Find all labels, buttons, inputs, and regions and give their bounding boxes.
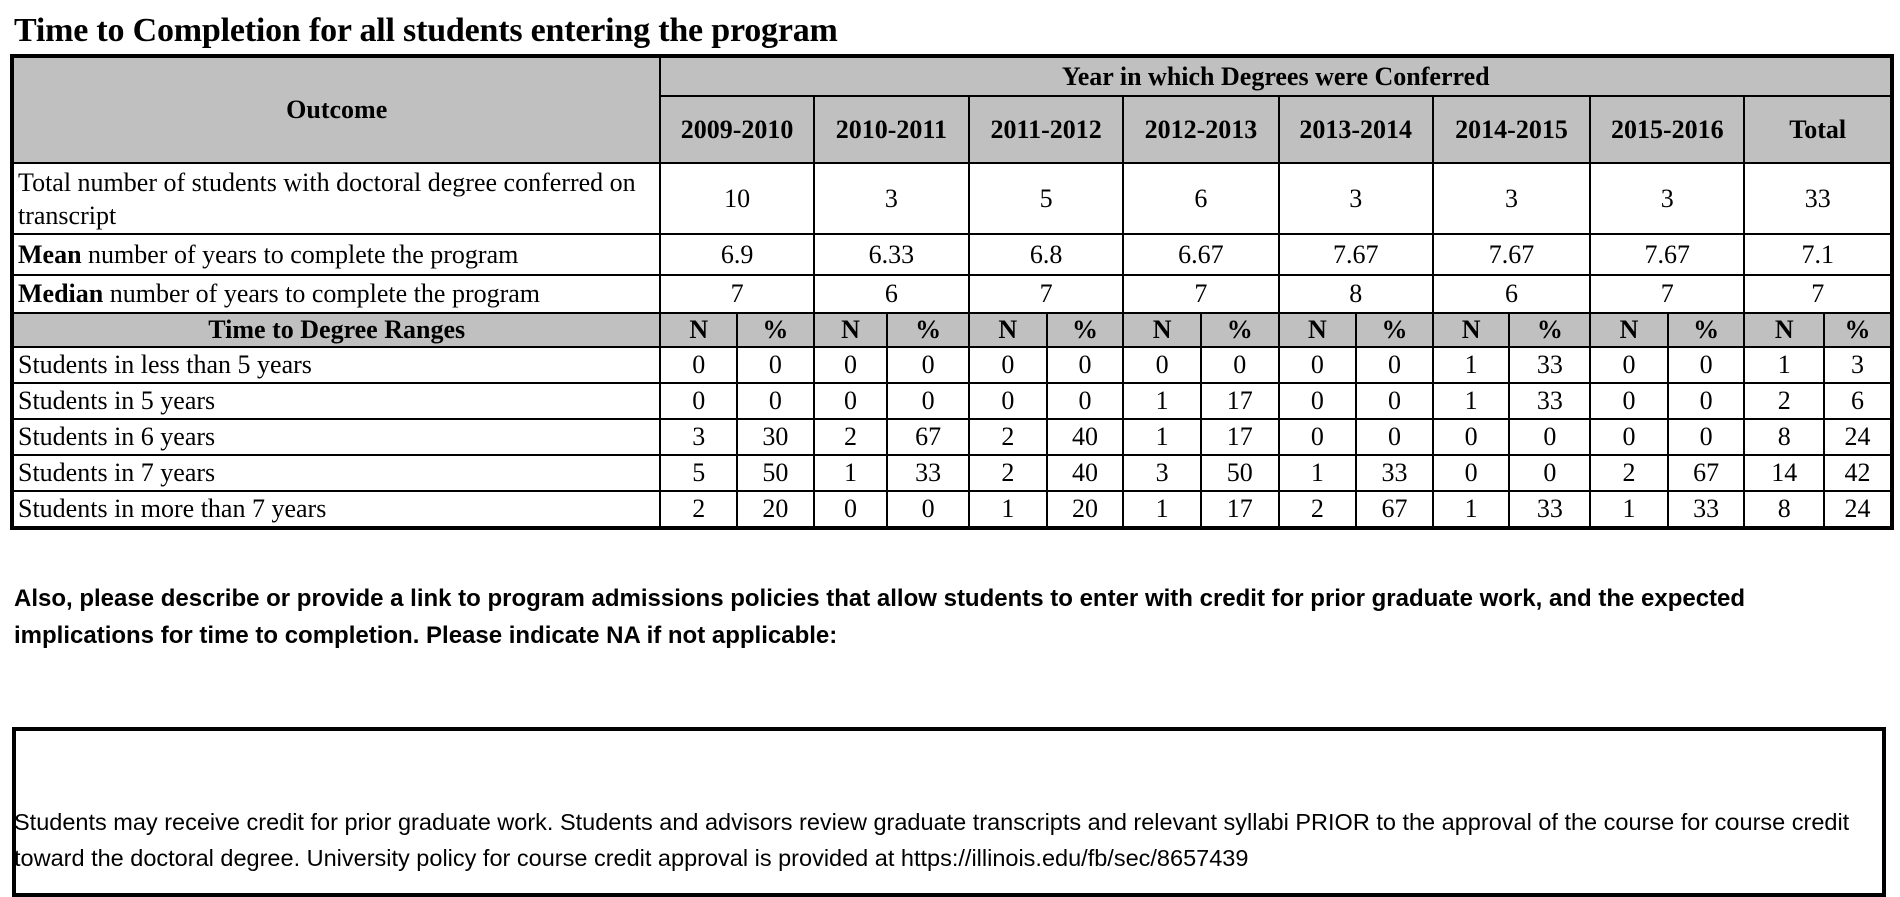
percent-cell: 0 <box>1668 383 1745 419</box>
total_students-value: 5 <box>969 163 1123 234</box>
percent-cell: 0 <box>1356 383 1433 419</box>
percent-cell: 0 <box>887 383 969 419</box>
range-label: Students in 6 years <box>12 419 660 455</box>
n-cell: 8 <box>1744 419 1824 455</box>
percent-cell: 24 <box>1824 491 1892 528</box>
answer-text: Students may receive credit for prior graduate work. Students and advisors review graduate transcripts and relevant syllabi PRIOR to the approval of the course for course credit toward the doctoral degree. University policy for course credit approval is provided at https://illinois.edu/fb/sec/8657439 <box>14 809 1850 871</box>
range-label: Students in more than 7 years <box>12 491 660 528</box>
n-cell: 14 <box>1744 455 1824 491</box>
percent-cell: 33 <box>1356 455 1433 491</box>
n-cell: 0 <box>1590 383 1668 419</box>
n-cell: 1 <box>1433 383 1510 419</box>
n-cell: 0 <box>660 347 737 383</box>
percent-cell: 0 <box>737 383 814 419</box>
n-header: N <box>1433 313 1510 347</box>
percent-header: % <box>1201 313 1279 347</box>
n-cell: 0 <box>1279 383 1357 419</box>
mean-value: 7.67 <box>1433 234 1590 275</box>
prompt-text: Also, please describe or provide a link to program admissions policies that allow students to enter with credit for prior graduate work, and the expected implications for time to completion. Please indicate NA if not applicable: <box>14 585 1746 649</box>
completion-table <box>10 54 1894 530</box>
mean-label-rest: number of years to complete the program <box>81 239 519 269</box>
median-value: 7 <box>1744 275 1892 313</box>
n-cell: 1 <box>1433 347 1510 383</box>
percent-cell: 50 <box>737 455 814 491</box>
percent-cell: 40 <box>1047 455 1124 491</box>
percent-cell: 67 <box>1668 455 1745 491</box>
percent-cell: 0 <box>887 347 969 383</box>
outcome-header: Outcome <box>12 56 660 163</box>
year-header-2010-2011: 2010-2011 <box>814 96 969 163</box>
n-cell: 0 <box>814 347 888 383</box>
percent-cell: 40 <box>1047 419 1124 455</box>
total-students-row <box>12 163 1892 234</box>
n-cell: 1 <box>1279 455 1357 491</box>
year-header-total: Total <box>1744 96 1892 163</box>
mean-value: 7.1 <box>1744 234 1892 275</box>
n-cell: 2 <box>1744 383 1824 419</box>
mean-row <box>12 234 1892 275</box>
percent-cell: 33 <box>1509 491 1590 528</box>
percent-cell: 20 <box>1047 491 1124 528</box>
year-header-2014-2015: 2014-2015 <box>1433 96 1590 163</box>
range-label: Students in 5 years <box>12 383 660 419</box>
mean-value: 7.67 <box>1279 234 1433 275</box>
median-value: 7 <box>1590 275 1744 313</box>
ranges-header: Time to Degree Ranges <box>12 313 660 347</box>
n-cell: 0 <box>1279 347 1357 383</box>
page-title: Time to Completion for all students entering the program <box>14 12 838 49</box>
header-row-1 <box>12 56 1892 96</box>
mean-label <box>12 234 660 275</box>
mean-value: 7.67 <box>1590 234 1744 275</box>
n-header: N <box>660 313 737 347</box>
n-cell: 2 <box>660 491 737 528</box>
year-header-2011-2012: 2011-2012 <box>969 96 1123 163</box>
percent-cell: 17 <box>1201 491 1279 528</box>
percent-cell: 17 <box>1201 383 1279 419</box>
mean-value: 6.67 <box>1123 234 1278 275</box>
n-cell: 1 <box>1433 491 1510 528</box>
percent-header: % <box>1047 313 1124 347</box>
percent-header: % <box>1356 313 1433 347</box>
n-cell: 5 <box>660 455 737 491</box>
percent-cell: 3 <box>1824 347 1892 383</box>
percent-cell: 0 <box>1356 347 1433 383</box>
percent-cell: 0 <box>1509 455 1590 491</box>
percent-cell: 24 <box>1824 419 1892 455</box>
n-cell: 1 <box>1123 491 1201 528</box>
median-value: 7 <box>969 275 1123 313</box>
total_students-value: 3 <box>814 163 969 234</box>
percent-cell: 0 <box>1668 419 1745 455</box>
n-cell: 1 <box>969 491 1047 528</box>
n-cell: 1 <box>1744 347 1824 383</box>
n-header: N <box>1590 313 1668 347</box>
median-value: 6 <box>814 275 969 313</box>
percent-cell: 0 <box>737 347 814 383</box>
percent-cell: 6 <box>1824 383 1892 419</box>
n-cell: 0 <box>969 347 1047 383</box>
percent-header: % <box>737 313 814 347</box>
range-label: Students in 7 years <box>12 455 660 491</box>
total_students-value: 3 <box>1279 163 1433 234</box>
n-cell: 1 <box>1123 383 1201 419</box>
n-cell: 1 <box>814 455 888 491</box>
percent-cell: 33 <box>1509 383 1590 419</box>
n-cell: 0 <box>1433 455 1510 491</box>
percent-header: % <box>1824 313 1892 347</box>
total_students-value: 6 <box>1123 163 1278 234</box>
total_students-value: 33 <box>1744 163 1892 234</box>
percent-cell: 30 <box>737 419 814 455</box>
total-students-label: Total number of students with doctoral degree conferred on transcript <box>12 163 660 234</box>
total_students-value: 10 <box>660 163 813 234</box>
percent-cell: 50 <box>1201 455 1279 491</box>
n-cell: 8 <box>1744 491 1824 528</box>
n-cell: 1 <box>1590 491 1668 528</box>
percent-cell: 0 <box>1509 419 1590 455</box>
n-cell: 2 <box>1279 491 1357 528</box>
n-cell: 2 <box>969 455 1047 491</box>
percent-cell: 0 <box>1201 347 1279 383</box>
n-cell: 0 <box>1590 347 1668 383</box>
n-header: N <box>969 313 1047 347</box>
percent-header: % <box>1509 313 1590 347</box>
n-cell: 1 <box>1123 419 1201 455</box>
percent-cell: 20 <box>737 491 814 528</box>
percent-cell: 67 <box>1356 491 1433 528</box>
n-cell: 0 <box>1590 419 1668 455</box>
year-header-2015-2016: 2015-2016 <box>1590 96 1744 163</box>
n-cell: 0 <box>1123 347 1201 383</box>
median-value: 8 <box>1279 275 1433 313</box>
median-label <box>12 275 660 313</box>
total_students-value: 3 <box>1433 163 1590 234</box>
median-value: 7 <box>1123 275 1278 313</box>
table-row <box>12 455 1892 491</box>
median-label-rest: number of years to complete the program <box>103 279 541 308</box>
percent-cell: 0 <box>1356 419 1433 455</box>
table-row <box>12 383 1892 419</box>
n-cell: 0 <box>1433 419 1510 455</box>
percent-cell: 33 <box>887 455 969 491</box>
median-row <box>12 275 1892 313</box>
median-label-bold: Median <box>18 279 104 308</box>
n-header: N <box>814 313 888 347</box>
mean-value: 6.8 <box>969 234 1123 275</box>
percent-header: % <box>1668 313 1745 347</box>
n-cell: 0 <box>814 383 888 419</box>
n-cell: 0 <box>969 383 1047 419</box>
percent-header: % <box>887 313 969 347</box>
median-value: 7 <box>660 275 813 313</box>
table-row <box>12 419 1892 455</box>
percent-cell: 0 <box>1668 347 1745 383</box>
mean-value: 6.33 <box>814 234 969 275</box>
mean-label-bold: Mean <box>18 239 82 269</box>
year-header-2013-2014: 2013-2014 <box>1279 96 1433 163</box>
n-cell: 3 <box>660 419 737 455</box>
n-cell: 0 <box>1279 419 1357 455</box>
table-row <box>12 347 1892 383</box>
percent-cell: 33 <box>1509 347 1590 383</box>
mean-value: 6.9 <box>660 234 813 275</box>
range-label: Students in less than 5 years <box>12 347 660 383</box>
n-cell: 0 <box>660 383 737 419</box>
n-header: N <box>1123 313 1201 347</box>
year-header-2012-2013: 2012-2013 <box>1123 96 1278 163</box>
percent-cell: 0 <box>1047 383 1124 419</box>
median-value: 6 <box>1433 275 1590 313</box>
n-cell: 3 <box>1123 455 1201 491</box>
ranges-header-row <box>12 313 1892 347</box>
percent-cell: 0 <box>1047 347 1124 383</box>
n-cell: 2 <box>969 419 1047 455</box>
years-header: Year in which Degrees were Conferred <box>660 56 1892 96</box>
n-cell: 2 <box>814 419 888 455</box>
table-row <box>12 491 1892 528</box>
percent-cell: 33 <box>1668 491 1745 528</box>
n-header: N <box>1279 313 1357 347</box>
n-cell: 2 <box>1590 455 1668 491</box>
percent-cell: 42 <box>1824 455 1892 491</box>
year-header-2009-2010: 2009-2010 <box>660 96 813 163</box>
percent-cell: 67 <box>887 419 969 455</box>
n-header: N <box>1744 313 1824 347</box>
percent-cell: 17 <box>1201 419 1279 455</box>
total_students-value: 3 <box>1590 163 1744 234</box>
n-cell: 0 <box>814 491 888 528</box>
percent-cell: 0 <box>887 491 969 528</box>
